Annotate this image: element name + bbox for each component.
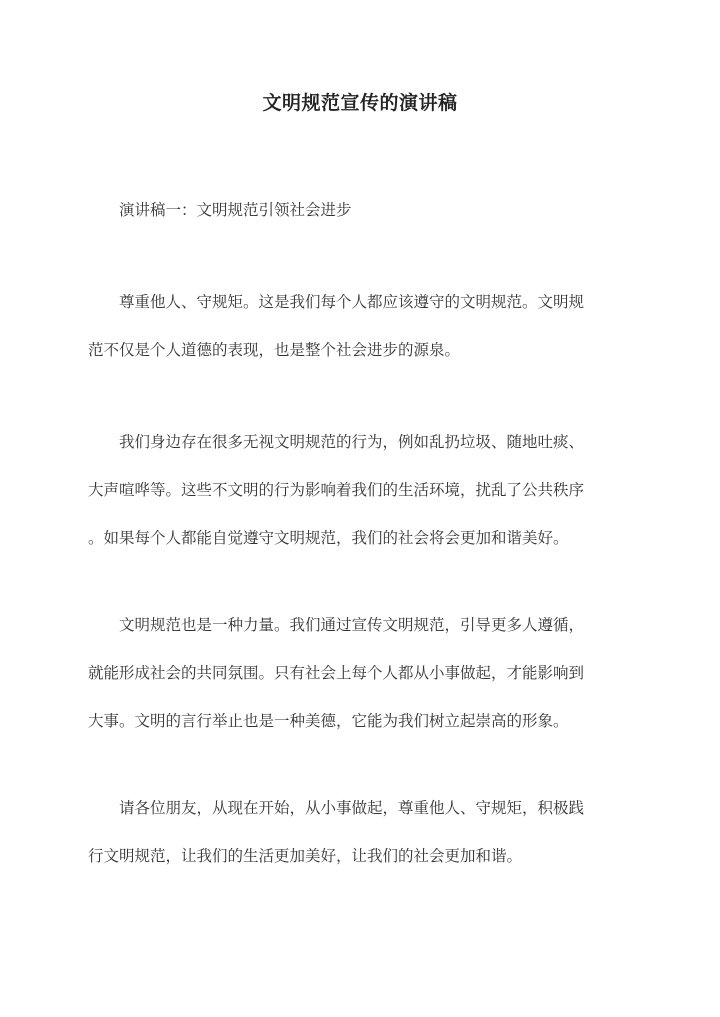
paragraph-line: 文明规范也是一种力量。我们通过宣传文明规范，引导更多人遵循， (119, 616, 585, 634)
paragraph-2 (88, 418, 636, 562)
paragraph-line: 就能形成社会的共同氛围。只有社会上每个人都从小事做起，才能影响到 (88, 664, 585, 682)
paragraph-line: 范不仅是个人道德的表现，也是整个社会进步的源泉。 (88, 341, 461, 359)
paragraph-line: 。如果每个人都能自觉遵守文明规范，我们的社会将会更加和谐美好。 (88, 529, 569, 547)
paragraph-4 (88, 784, 636, 880)
paragraph-1 (88, 278, 636, 374)
paragraph-line: 大事。文明的言行举止也是一种美德，它能为我们树立起崇高的形象。 (88, 712, 569, 730)
paragraph-line: 请各位朋友，从现在开始，从小事做起，尊重他人、守规矩，积极践 (119, 799, 585, 817)
paragraph-line: 行文明规范，让我们的生活更加美好，让我们的社会更加和谐。 (88, 847, 523, 865)
document-title: 文明规范宣传的演讲稿 (262, 92, 458, 114)
subtitle-line: 演讲稿一：文明规范引领社会进步 (119, 201, 352, 219)
paragraph-line: 尊重他人、守规矩。这是我们每个人都应该遵守的文明规范。文明规 (119, 293, 585, 311)
paragraph-line: 大声喧哗等。这些不文明的行为影响着我们的生活环境，扰乱了公共秩序 (88, 481, 585, 499)
speech-subtitle (88, 186, 636, 234)
paragraph-line: 我们身边存在很多无视文明规范的行为，例如乱扔垃圾、随地吐痰、 (119, 433, 585, 451)
paragraph-3 (88, 601, 636, 745)
